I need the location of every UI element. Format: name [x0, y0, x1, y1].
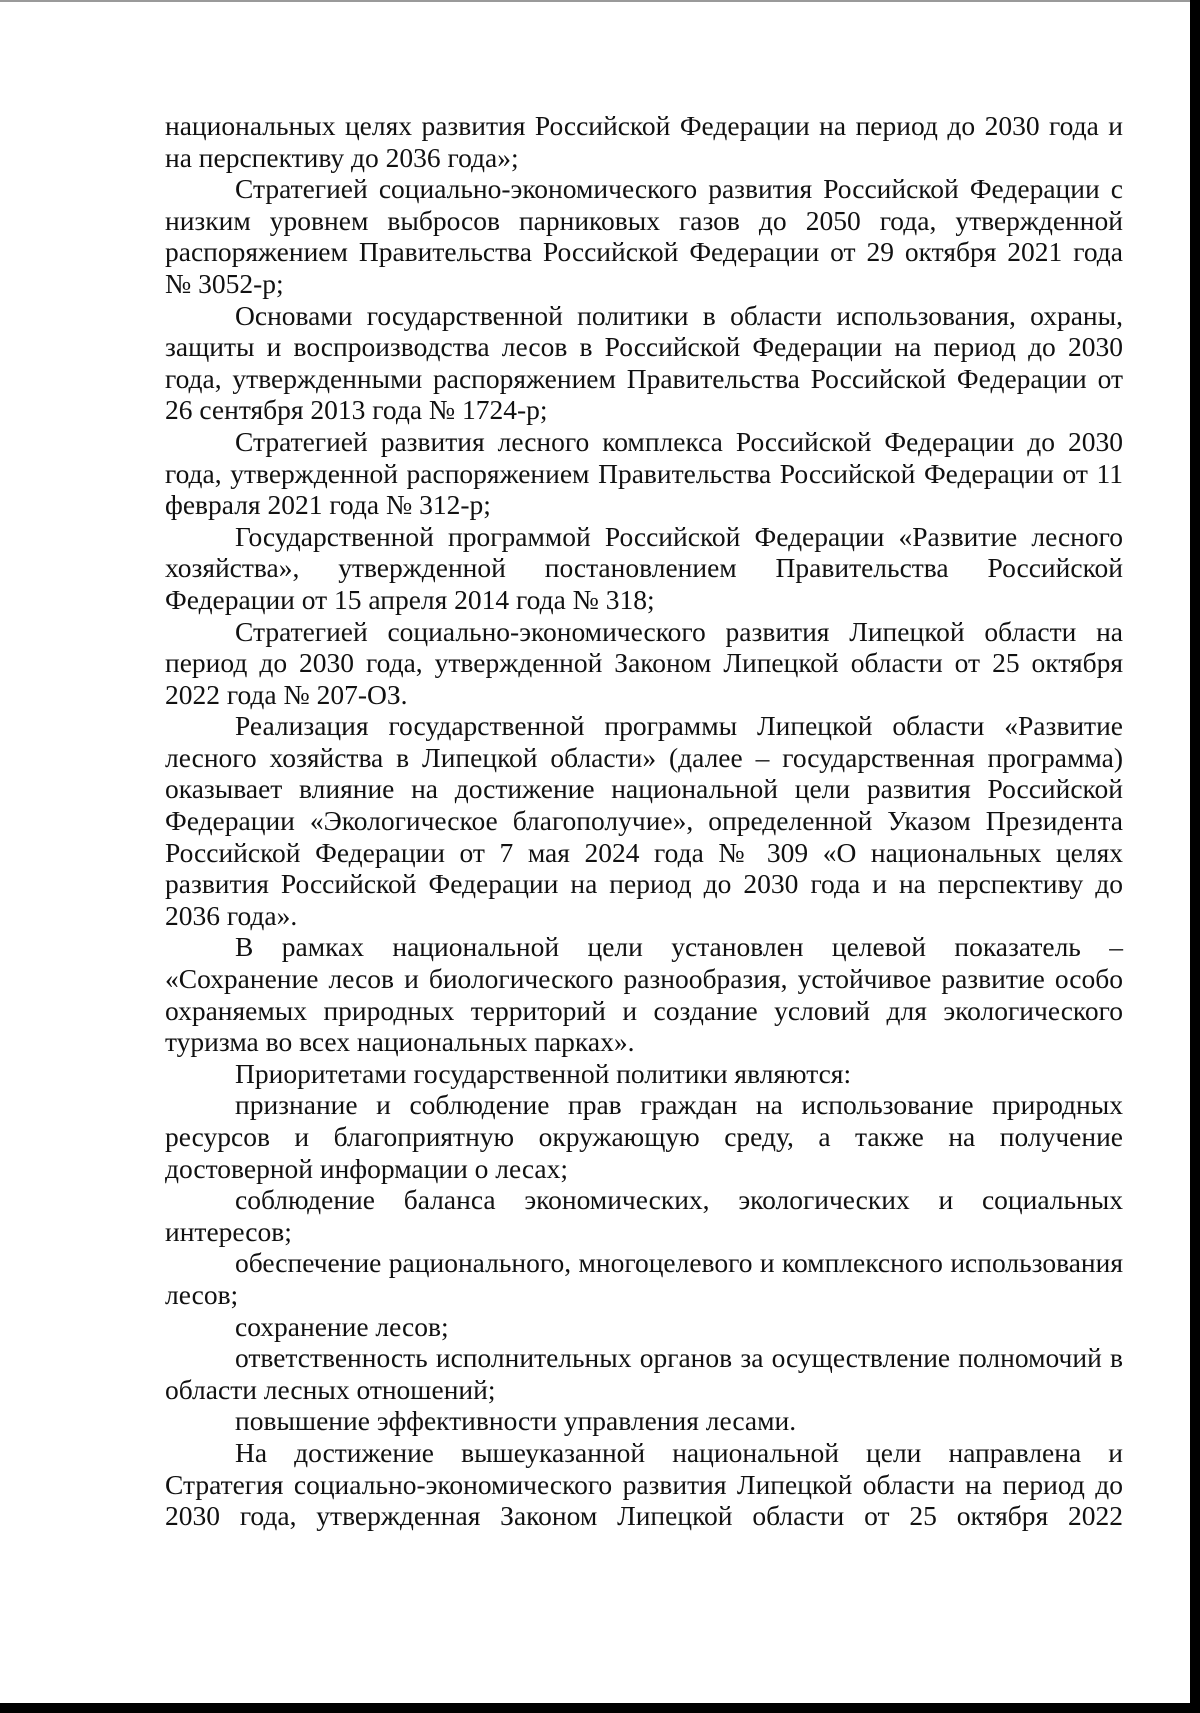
paragraph-14: ответственность исполнительных органов за осуществление полномочий в области лесных отношений;	[165, 1342, 1123, 1405]
paragraph-2: Стратегией социально-экономического развития Российской Федерации с низким уровнем выбросов парниковых газов до 2050 года, утвержденной распоряжением Правительства Российской Федерации от 29 октября 2021 года № 3052-р;	[165, 173, 1123, 299]
paragraph-3: Основами государственной политики в области использования, охраны, защиты и воспроизводства лесов в Российской Федерации на период до 2030 года, утвержденными распоряжением Правительства Российской Федерации от 26 сентября 2013 года № 1724-р;	[165, 299, 1123, 426]
scan-bottom-edge	[0, 1703, 1200, 1713]
scan-right-edge	[1190, 0, 1200, 1713]
paragraph-10: признание и соблюдение прав граждан на использование природных ресурсов и благоприятную окружающую среду, а также на получение достоверной информации о лесах;	[165, 1089, 1123, 1184]
paragraph-9: Приоритетами государственной политики являются:	[235, 1057, 852, 1089]
document-body	[165, 110, 1123, 1532]
scan-top-edge	[0, 0, 1200, 2]
paragraph-8: В рамках национальной цели установлен целевой показатель – «Сохранение лесов и биологического разнообразия, устойчивое развитие особо охраняемых природных территорий и создание условий для экологического туризма во всех национальных парках».	[165, 931, 1123, 1058]
paragraph-16: На достижение вышеуказанной национальной цели направлена и Стратегия социально-экономического развития Липецкой области на период до 2030 года, утвержденная Законом Липецкой области от 25 октября 2022	[165, 1436, 1123, 1532]
paragraph-1: национальных целях развития Российской Федерации на период до 2030 года и на перспективу до 2036 года»;	[165, 110, 1123, 173]
paragraph-7: Реализация государственной программы Липецкой области «Развитие лесного хозяйства в Липецкой области» (далее – государственная программа) оказывает влияние на достижение национальной цели развития Российской Федерации «Экологическое благополучие», определенной Указом Президента Российской Федерации от 7 мая 2024 года № 309 «О национальных целях развития Российской Федерации на период до 2030 года и на перспективу до 2036 года».	[165, 710, 1123, 931]
paragraph-12: обеспечение рационального, многоцелевого и комплексного использования лесов;	[165, 1247, 1123, 1310]
paragraph-4: Стратегией развития лесного комплекса Российской Федерации до 2030 года, утвержденной распоряжением Правительства Российской Федерации от 11 февраля 2021 года № 312-р;	[165, 425, 1123, 521]
paragraph-13: сохранение лесов;	[235, 1310, 449, 1342]
paragraph-11: соблюдение баланса экономических, экологических и социальных интересов;	[165, 1184, 1123, 1247]
paragraph-15: повышение эффективности управления лесами.	[235, 1405, 797, 1437]
paragraph-6: Стратегией социально-экономического развития Липецкой области на период до 2030 года, утвержденной Законом Липецкой области от 25 октября 2022 года № 207-ОЗ.	[165, 615, 1123, 710]
paragraph-5: Государственной программой Российской Федерации «Развитие лесного хозяйства», утвержденной постановлением Правительства Российской Федерации от 15 апреля 2014 года № 318;	[165, 520, 1123, 615]
